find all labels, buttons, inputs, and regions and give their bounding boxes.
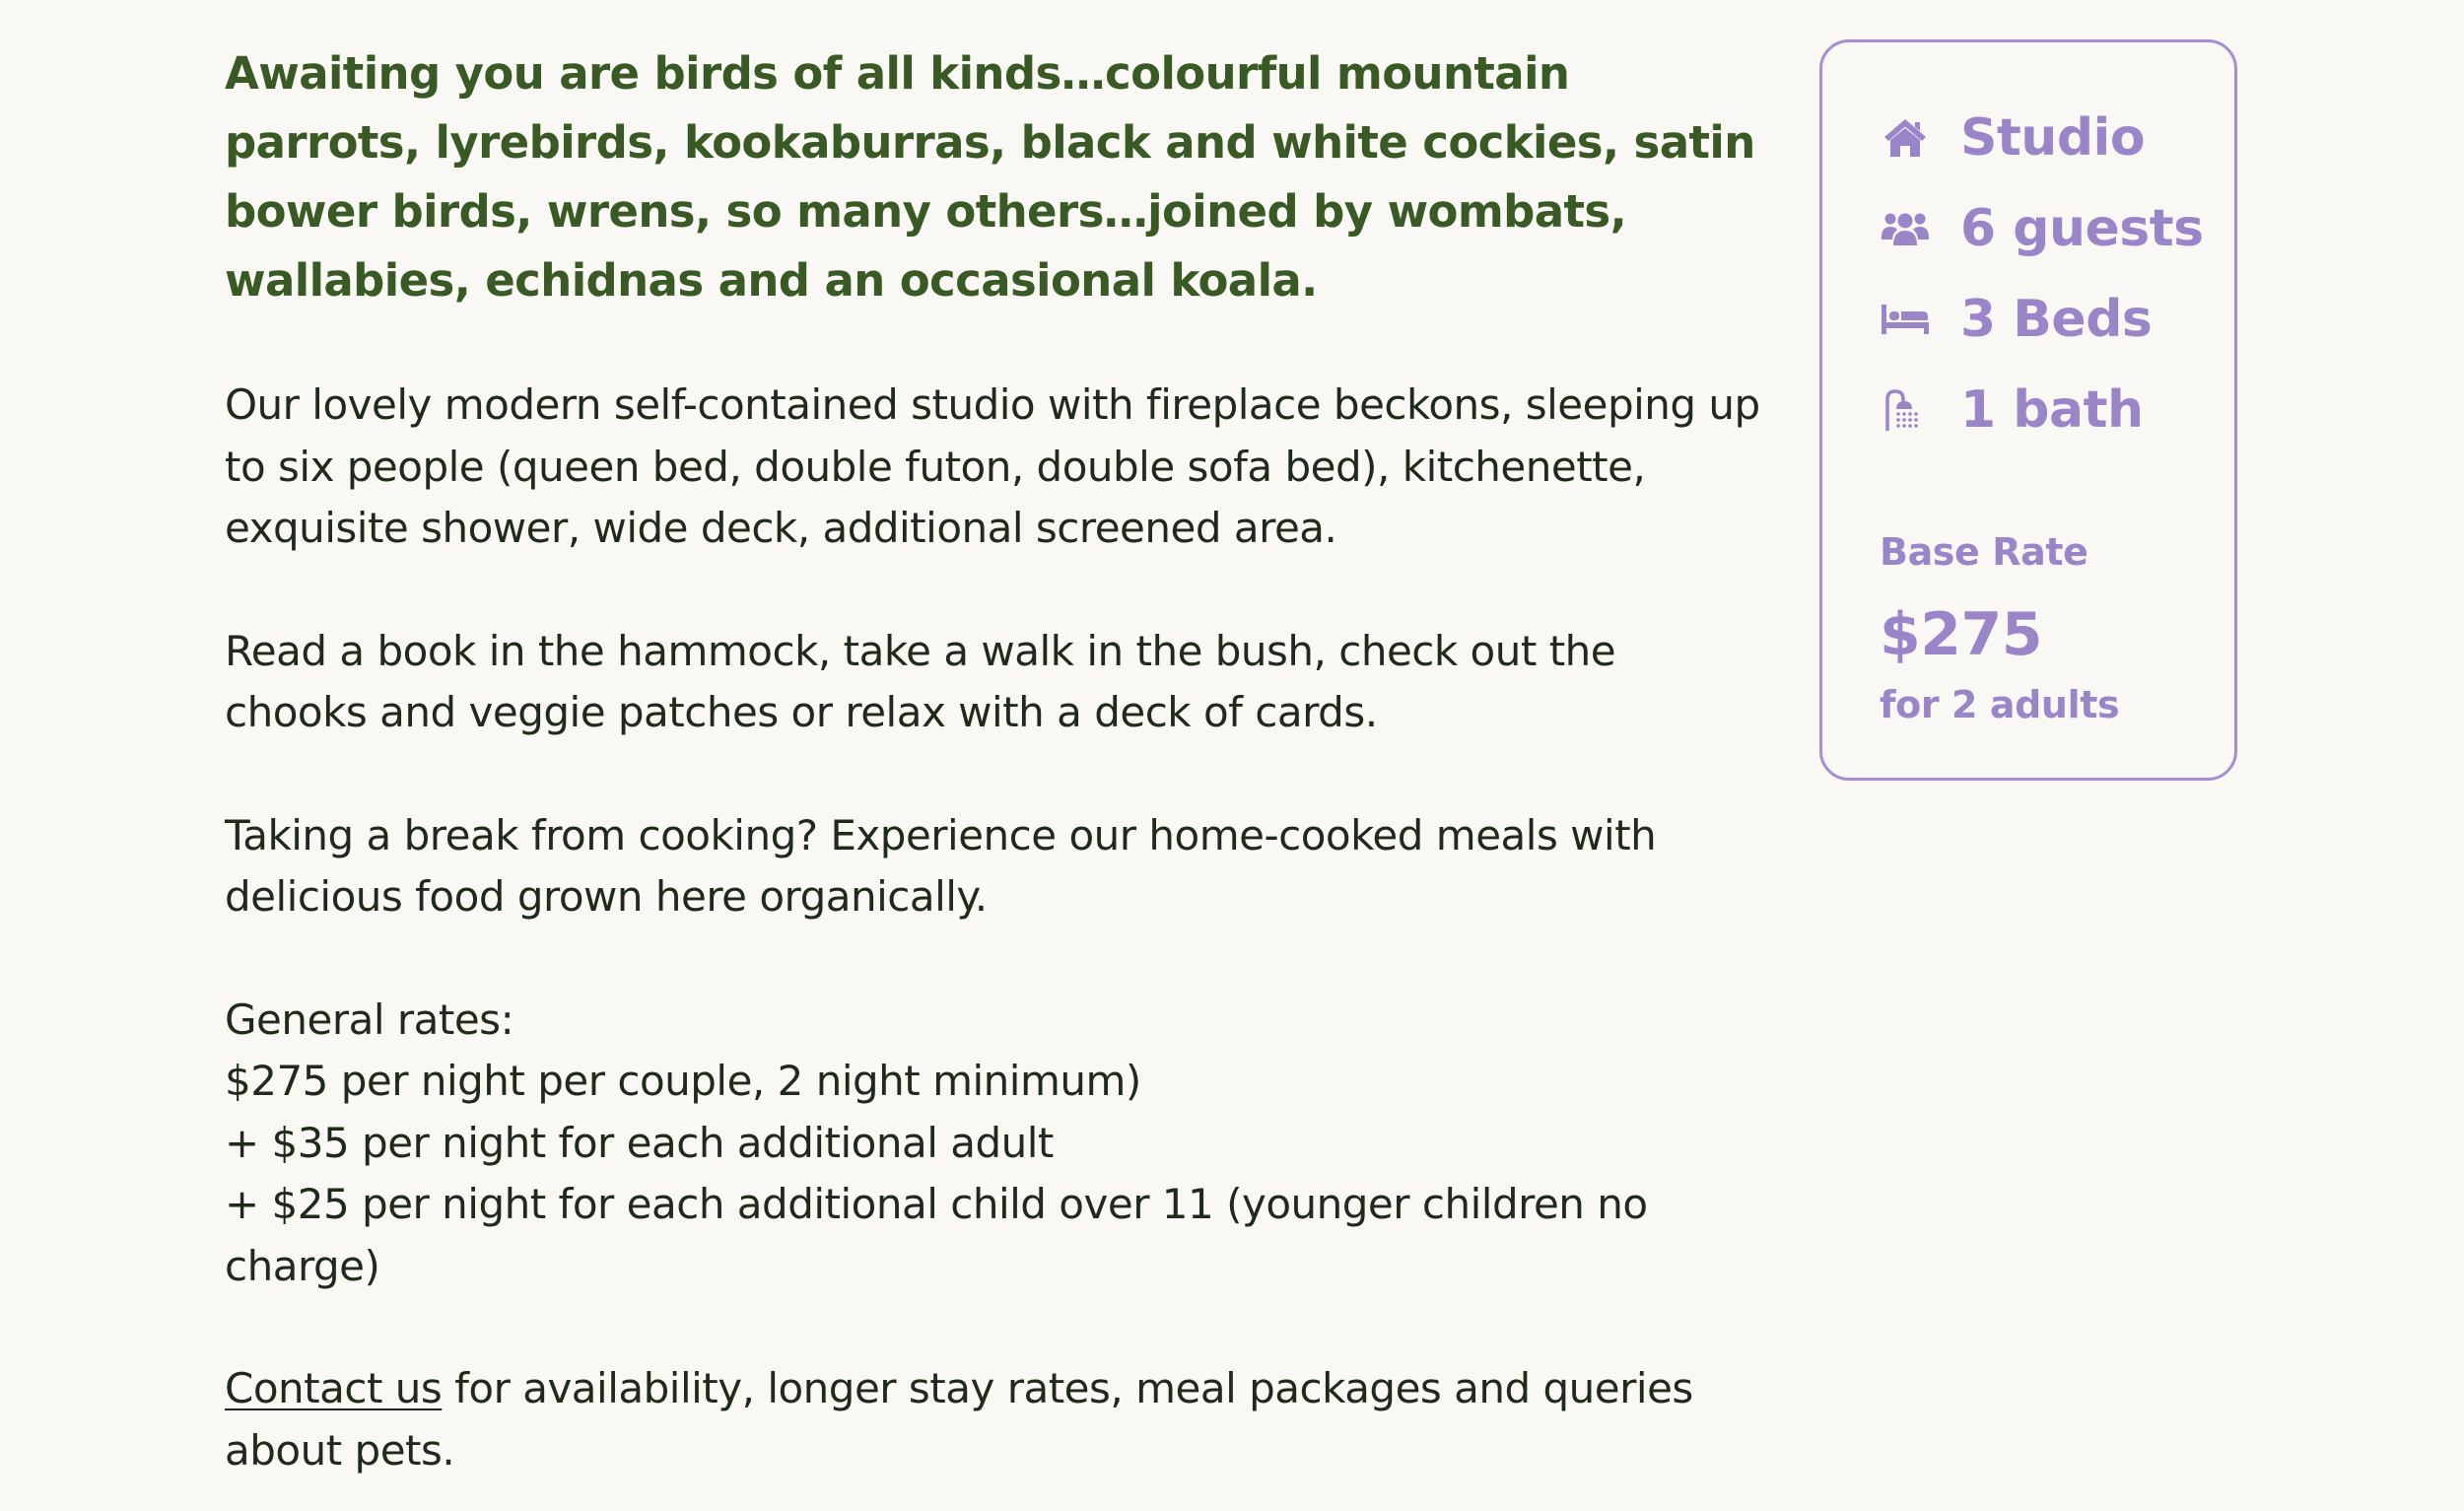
rate-line-couple: $275 per night per couple, 2 night minimum) <box>225 1057 1141 1105</box>
rates-heading: General rates: <box>225 995 514 1044</box>
property-type-label: Studio <box>1960 108 2146 168</box>
feature-beds <box>1880 285 2152 354</box>
intro-text: Awaiting you are birds of all kinds…colourful mountain parrots, lyrebirds, kookaburras, black and white cockies, satin bower birds, wrens, so many others…joined by wombats, wallabies, echidnas and an occasional koala. <box>225 47 1755 307</box>
feature-guests <box>1880 194 2204 263</box>
guests-label: 6 guests <box>1960 199 2204 258</box>
contact-paragraph <box>225 1358 1762 1481</box>
users-icon <box>1880 203 1931 254</box>
shower-icon <box>1880 384 1931 436</box>
property-description <box>225 39 1762 1481</box>
meals-description: Taking a break from cooking? Experience our home-cooked meals with delicious food grown here organically. <box>225 810 1657 921</box>
contact-us-link[interactable]: Contact us <box>225 1364 443 1412</box>
bed-icon <box>1880 294 1931 345</box>
studio-description: Our lovely modern self-contained studio with fireplace beckons, sleeping up to six people (queen bed, double futon, double sofa bed), kitchenette, exquisite shower, wide deck, additional screened area. <box>225 380 1760 552</box>
general-rates <box>225 990 1762 1298</box>
base-rate-note: for 2 adults <box>1880 683 2120 726</box>
home-icon <box>1880 112 1931 164</box>
property-summary-card <box>1819 39 2237 781</box>
contact-rest-text: for availability, longer stay rates, meal packages and queries about pets. <box>225 1364 1693 1475</box>
base-rate-label: Base Rate <box>1880 530 2088 574</box>
beds-label: 3 Beds <box>1960 290 2153 349</box>
base-rate-price: $275 <box>1880 600 2042 669</box>
feature-property-type <box>1880 103 2145 172</box>
rate-line-adult: + $35 per night for each additional adult <box>225 1118 1054 1167</box>
feature-bathrooms <box>1880 376 2143 445</box>
bathrooms-label: 1 bath <box>1960 380 2144 440</box>
rate-line-child: + $25 per night for each additional child over 11 (younger children no charge) <box>225 1180 1648 1290</box>
activities-description: Read a book in the hammock, take a walk in the bush, check out the chooks and veggie patches or relax with a deck of cards. <box>225 626 1616 736</box>
